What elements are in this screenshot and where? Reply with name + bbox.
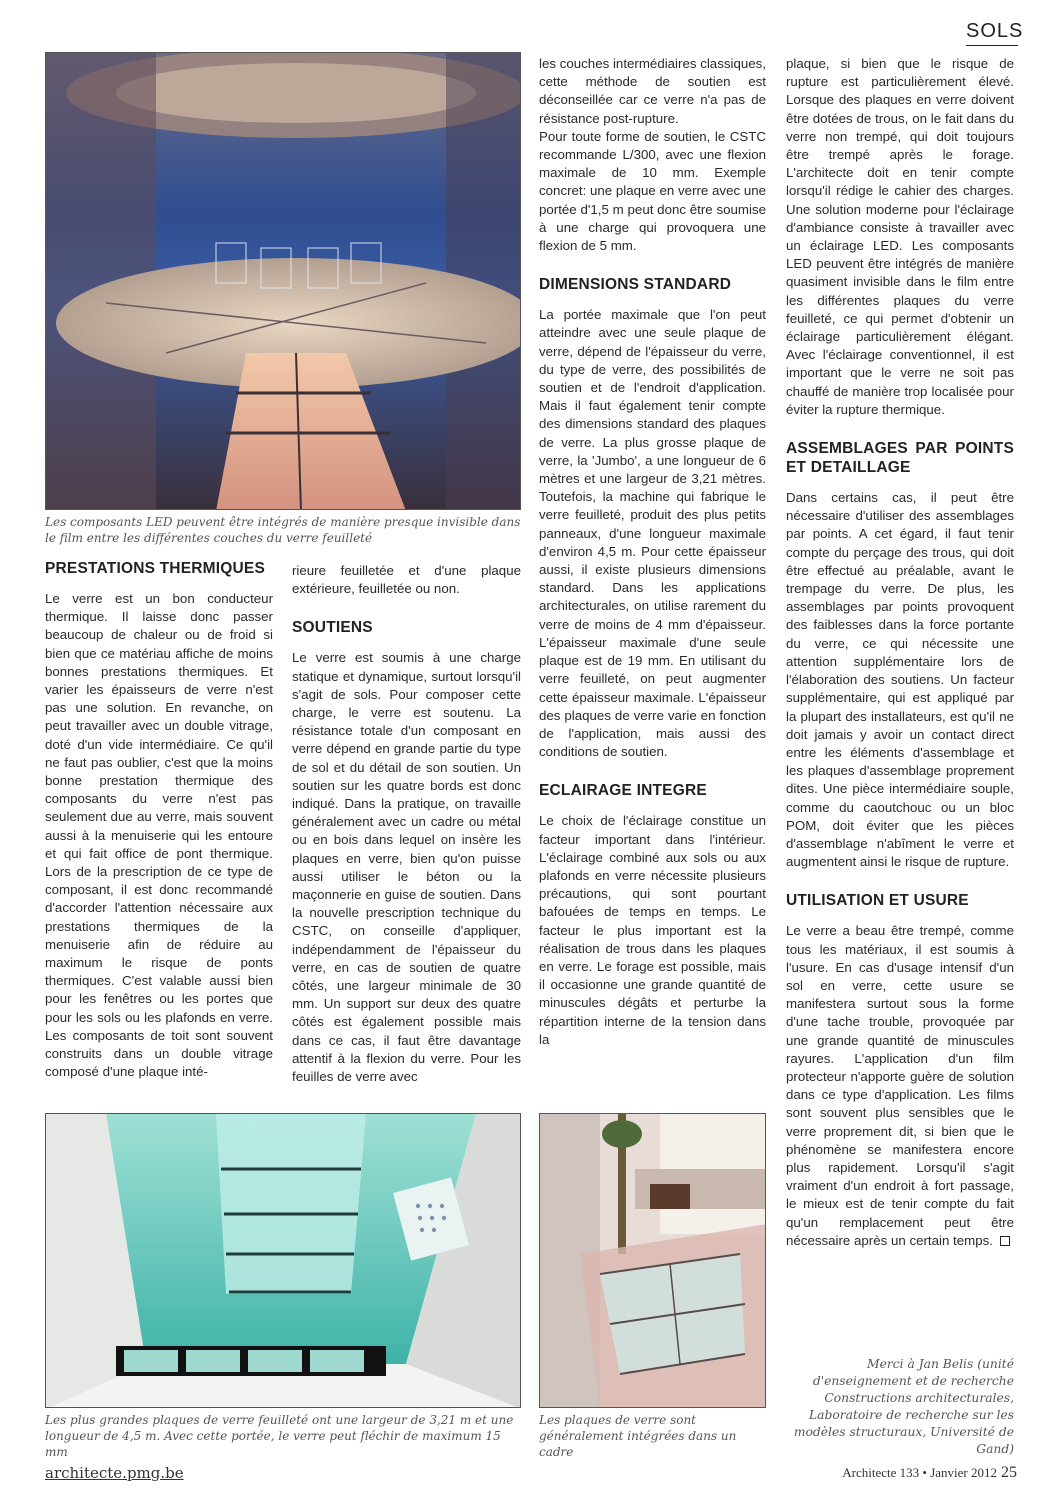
footer-website-link[interactable]: architecte.pmg.be (45, 1464, 184, 1482)
caption-top-photo: Les composants LED peuvent être intégrés de manière presque invisible dans le film entre les différentes couches du verre feuilleté (45, 515, 521, 545)
photo-led-glass-floor (45, 52, 521, 510)
photo-glass-skylight (45, 1113, 521, 1408)
photo-glass-frame-image (540, 1114, 766, 1408)
paragraph-usure-text: Le verre a beau être trempé, comme tous les matériaux, il est soumis à l'usure. En cas d'usage intensif d'un sol en verre, cette usure se manifestera surtout sous la forme d'une tache trouble, provoquée par une grande quantité de minuscules rayures. L'application d'un film protecteur n'apporte guère de solution dans ce type d'application. Les films sont souvent plus sensibles que le verre proprement dit, si bien que le phénomène se manifestera encore plus rapidement. Lorsqu'il s'agit vraiment d'un endroit à fort passage, le mieux est de tenir compte du fait qu'un remplacement peut être nécessaire après un certain temps. (786, 923, 1014, 1248)
paragraph-soutiens-cont: les couches intermédiaires classiques, cette méthode de soutien est déconseillée car ce verre n'a pas de résistance post-rupture. (539, 56, 766, 126)
footer-issue (842, 1464, 1017, 1482)
footer-issue-label: Architecte 133 • Janvier 2012 (842, 1465, 997, 1480)
heading-utilisation-usure: UTILISATION ET USURE (786, 892, 969, 910)
column-3 (539, 55, 766, 1049)
paragraph-dimensions: La portée maximale que l'on peut atteindre avec une seule plaque de verre, dépend de l'épaisseur du verre, du type de verre, des possibilités de soutien et de l'endroit d'application. Mais il faut également tenir compte des dimensions standard des plaques de verre. La plus grosse plaque de verre, la 'Jumbo', a une longueur de 6 mètres et une largeur de 3,21 mètres. Toutefois, la machine qui fabrique le verre feuilleté, produit des plus petits panneaux, d'une longueur maximale d'environ 4,5 m. Pour cette épaisseur aussi, il existe plusieurs dimensions standard. Dans les applications architecturales, on utilise rarement du verre de moins de 4 mm d'épaisseur. L'épaisseur maximale d'une seule plaque est de 19 mm. En utilisant du verre feuilleté, on peut augmenter cette épaisseur maximale. L'épaisseur des plaques de verre varie en fonction de l'application, mais aussi des conditions de soutien. (539, 307, 766, 760)
heading-eclairage-integre: ECLAIRAGE INTEGRE (539, 782, 707, 800)
column-4 (786, 55, 1014, 1250)
photo-led-glass-floor-image (46, 53, 521, 510)
photo-glass-frame (539, 1113, 766, 1408)
photo-glass-skylight-image (46, 1114, 521, 1408)
paragraph-thermal: Le verre est un bon conducteur thermique. Il laisse donc passer beaucoup de chaleur ou de froid si bien que ce matériau affiche de moins bonnes prestations thermiques. Et varier les épaisseurs de verre n'est pas une solution. En revanche, on peut travailler avec un double vitrage, doté d'un vide intermédiaire. Ce qu'il ne faut pas oublier, c'est que la moins bonne prestation thermique des composants du verre n'est pas seulement due au verre, mais souvent aussi à la menuiserie qui les entoure et qui fait office de pont thermique. Lors de la prescription de ce type de composant, il est donc recommandé d'accorder l'attention nécessaire aux prestations thermiques de la menuiserie afin de réduire au maximum le risque de ponts thermiques. C'est valable aussi bien pour les fenêtres ou les portes que pour les sols ou les plafonds en verre. Les composants de toit sont souvent construits dans un double vitrage composé d'une plaque inté- (45, 591, 273, 1080)
column-2 (292, 562, 521, 1086)
paragraph-soutiens: Le verre est soumis à une charge statique et dynamique, surtout lorsqu'il s'agit de sols. Pour composer cette charge, le verre est soutenu. La résistance totale d'un composant en verre dépend en grande partie du type de sol et du détail de son soutien. Un soutien sur les quatre bords est donc indiqué. Dans la pratique, on travaille généralement avec un cadre ou métal ou en bois dans lequel on insère les plaques en verre, bien qu'on puisse aussi utiliser le béton ou la maçonnerie en guise de soutien. Dans la nouvelle prescription technique du CSTC, on conseille d'appliquer, indépendamment de l'épaisseur du verre, en cas de soutien de quatre côtés, une largeur minimale de 30 mm. Un support sur deux des quatre côtés est également possible mais dans ce cas, il faut être davantage attentif à la flexion du verre. Pour les feuilles de verre avec (292, 650, 521, 1085)
heading-dimensions-standard: DIMENSIONS STANDARD (539, 276, 732, 294)
caption-bottom-left-photo: Les plus grandes plaques de verre feuilleté ont une largeur de 3,21 m et une longueur de 4,5 m. Avec cette portée, le verre peut fléchir de maximum 15 mm (45, 1413, 514, 1459)
paragraph-usure (786, 922, 1014, 1250)
column-1 (45, 559, 273, 1081)
page-number: 25 (1001, 1464, 1017, 1481)
paragraph-eclairage-cont: plaque, si bien que le risque de rupture est particulièrement élevé. Lorsque des plaques en verre doivent être dotées de trous, on le fait dans du verre non trempé, qui doit toujours être trempé après le forage. L'architecte doit en tenir compte lorsqu'il rédige le cahier des charges. Une solution moderne pour l'éclairage d'ambiance consiste à travailler avec un éclairage LED. Les composants LED peuvent être intégrés de manière quasiment invisible dans le film entre les différentes plaques du verre feuilleté, ce qui permet d'obtenir un éclairage particulièrement élégant. Avec l'éclairage conventionnel, il est important que le verre ne soit pas chauffé de manière trop localisée pour éviter la rupture thermique. (786, 56, 1014, 417)
heading-soutiens: SOUTIENS (292, 619, 373, 637)
paragraph-thermal-cont: rieure feuilletée et d'une plaque extérieure, feuilletée ou non. (292, 563, 521, 597)
paragraph-assemblages: Dans certains cas, il peut être nécessaire d'utiliser des assemblages par points. A cet égard, il faut tenir compte du perçage des trous, qui doit être effectué au préalable, avant le trempage du verre. De plus, les assemblages par points provoquent des faiblesses dans la force portante du verre, ce qui nécessite une attention supplémentaire lors de l'élaboration des soutiens. Un facteur supplémentaire, qui est appliqué par la plupart des installateurs, est qu'il ne doit jamais y avoir un contact direct entre les éléments d'assemblage et les plaques d'assemblage proprement dites. Une pièce intermédiaire souple, comme du caoutchouc ou un bloc POM, doit éviter que les pièces d'assemblage n'abîment le verre et augmentent ainsi le risque de rupture. (786, 490, 1014, 870)
credit-note: Merci à Jan Belis (unité d'enseignement et de recherche Constructions architecturales, Laboratoire de recherche sur les modèles structuraux, Université de Gand) (793, 1357, 1014, 1456)
paragraph-eclairage: Le choix de l'éclairage constitue un facteur important dans l'intérieur. L'éclairage combiné aux sols ou aux plafonds en verre nécessite plusieurs précautions, qui sont pourtant bafouées de temps en temps. Le facteur le plus important est la réalisation de trous dans les plaques en verre. Le forage est possible, mais il occasionne une grande quantité de minuscules dégâts et perturbe la répartition interne de la tension dans la (539, 813, 766, 1047)
caption-bottom-mid-photo: Les plaques de verre sont généralement intégrées dans un cadre (539, 1413, 737, 1459)
section-label: SOLS (966, 20, 1018, 46)
end-of-article-icon (1000, 1236, 1010, 1246)
heading-prestations-thermiques: PRESTATIONS THERMIQUES (45, 560, 265, 577)
paragraph-cstc: Pour toute forme de soutien, le CSTC recommande L/300, avec une flexion maximale de 10 mm. Exemple concret: une plaque en verre avec une portée d'1,5 m peut donc être soumise à une charge qui provoquera une flexion de 5 mm. (539, 128, 766, 254)
heading-assemblages: ASSEMBLAGES PAR POINTS ET DETAILLAGE (786, 440, 1014, 477)
